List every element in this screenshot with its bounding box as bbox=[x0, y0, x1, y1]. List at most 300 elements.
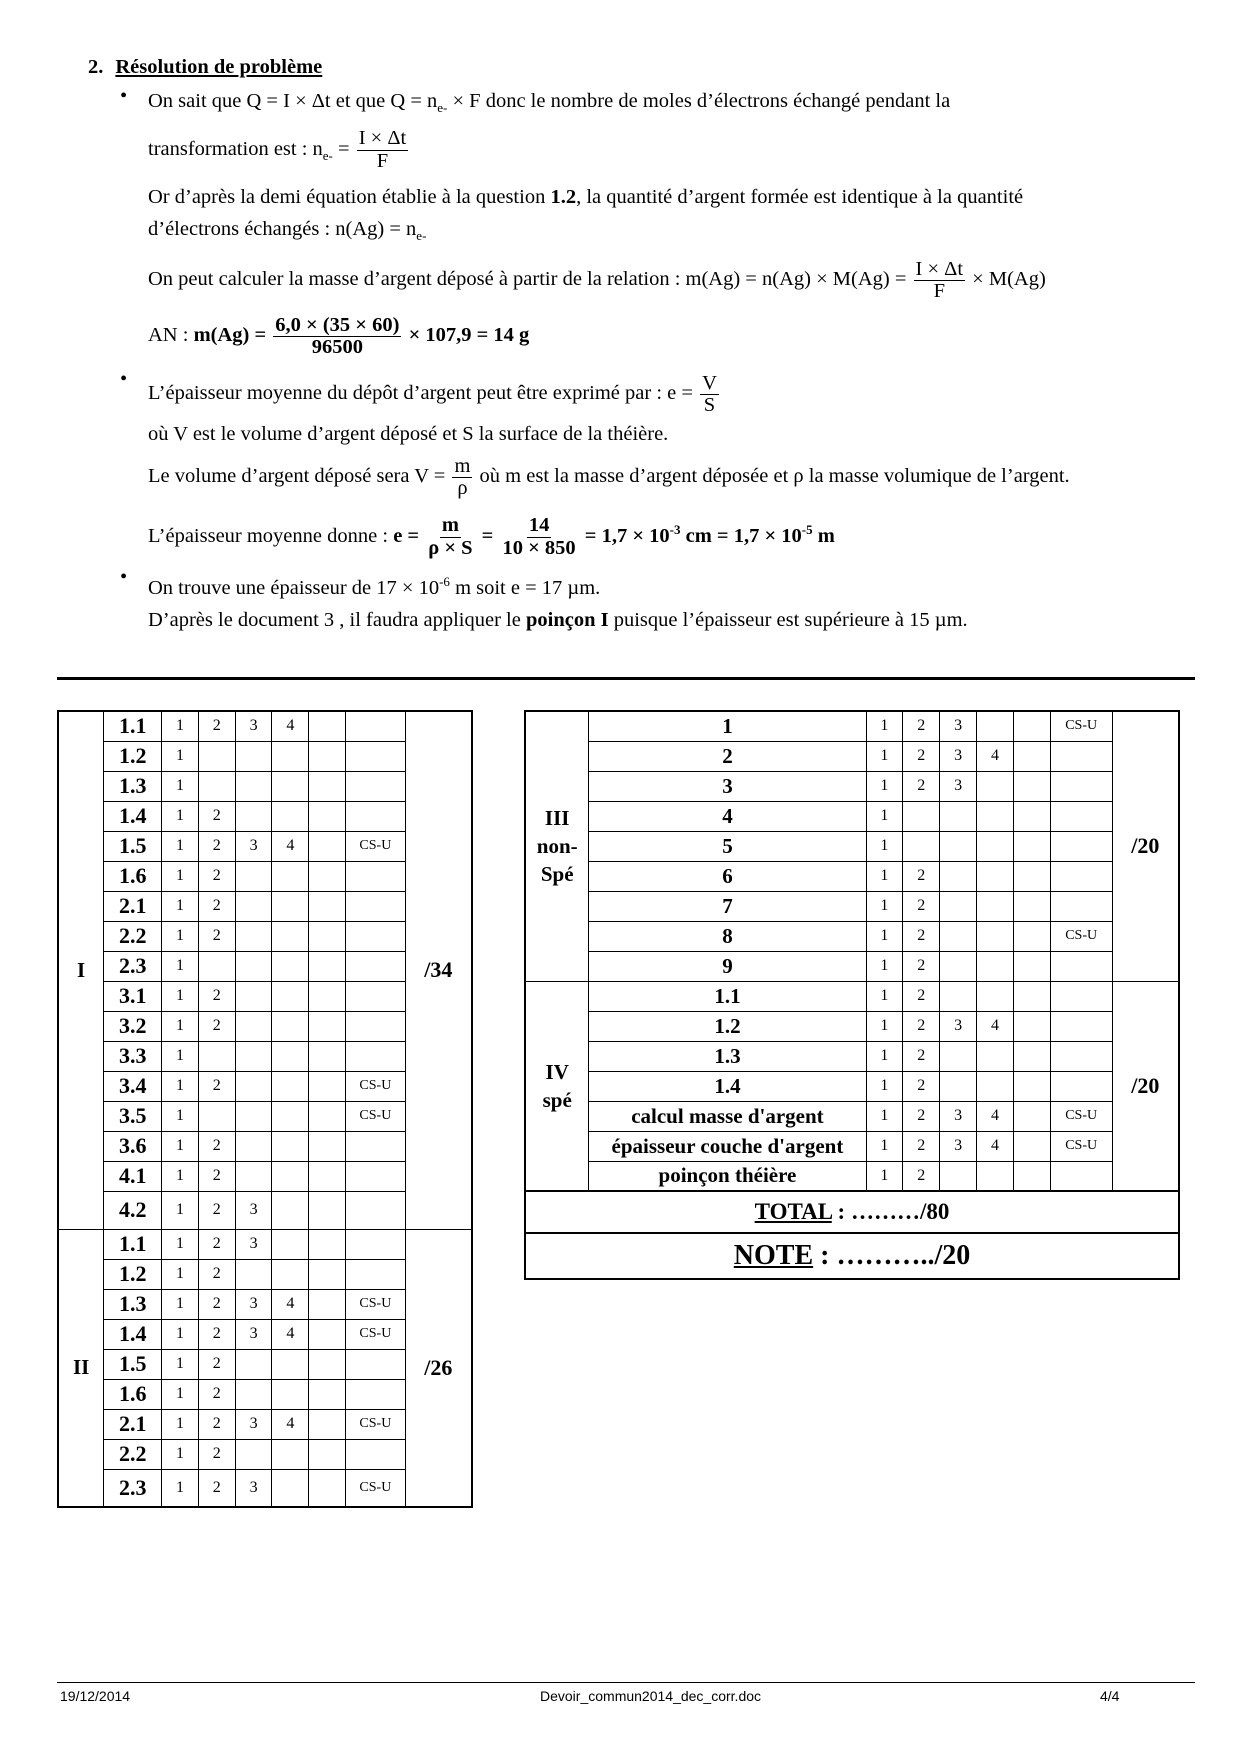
point-cell: 2 bbox=[198, 1439, 235, 1469]
question-id: 1 bbox=[589, 711, 866, 741]
point-cell: 2 bbox=[903, 921, 940, 951]
question-id: 1.2 bbox=[589, 1011, 866, 1041]
point-cell bbox=[235, 861, 272, 891]
fraction: $\frac{m}{\rho \times S}$ bbox=[428, 514, 473, 559]
point-cell: 3 bbox=[235, 1319, 272, 1349]
group-label: II bbox=[58, 1229, 104, 1507]
point-cell bbox=[940, 981, 977, 1011]
point-cell: 2 bbox=[198, 1259, 235, 1289]
point-cell bbox=[1013, 831, 1050, 861]
point-cell: 1 bbox=[866, 1131, 903, 1161]
point-cell bbox=[235, 1071, 272, 1101]
point-cell: 1 bbox=[866, 981, 903, 1011]
point-cell bbox=[1013, 891, 1050, 921]
point-cell: 1 bbox=[866, 1041, 903, 1071]
point-cell bbox=[235, 1439, 272, 1469]
point-cell bbox=[940, 831, 977, 861]
question-id: 1.6 bbox=[104, 861, 162, 891]
question-id: 3.3 bbox=[104, 1041, 162, 1071]
point-cell: 2 bbox=[198, 1379, 235, 1409]
point-cell bbox=[235, 921, 272, 951]
point-cell bbox=[309, 1439, 346, 1469]
question-id: 2.1 bbox=[104, 1409, 162, 1439]
point-cell bbox=[309, 711, 346, 741]
point-cell bbox=[977, 831, 1014, 861]
bullet-thickness bbox=[88, 368, 1198, 564]
fraction: $\frac{m}{\rho}$ bbox=[454, 454, 471, 500]
table-row bbox=[525, 1131, 1179, 1161]
point-cell: 1 bbox=[866, 1011, 903, 1041]
question-id: 1.3 bbox=[104, 771, 162, 801]
point-cell: 4 bbox=[272, 1319, 309, 1349]
point-cell: 1 bbox=[162, 951, 199, 981]
point-cell bbox=[235, 741, 272, 771]
note-row bbox=[525, 1233, 1179, 1279]
question-id: 7 bbox=[589, 891, 866, 921]
competence-cell bbox=[346, 1011, 406, 1041]
competence-cell bbox=[1050, 1161, 1112, 1191]
group-label-line: Spé bbox=[540, 862, 574, 887]
point-cell: 2 bbox=[198, 891, 235, 921]
competence-cell: CS-U bbox=[346, 1319, 406, 1349]
point-cell: 1 bbox=[162, 1041, 199, 1071]
point-cell: 2 bbox=[903, 1101, 940, 1131]
point-cell bbox=[272, 861, 309, 891]
competence-cell: CS-U bbox=[1050, 921, 1112, 951]
question-id: 1.3 bbox=[589, 1041, 866, 1071]
question-id: poinçon théière bbox=[589, 1161, 866, 1191]
point-cell: 3 bbox=[235, 1289, 272, 1319]
competence-cell bbox=[346, 1131, 406, 1161]
note-cell bbox=[525, 1233, 1179, 1279]
point-cell bbox=[309, 1289, 346, 1319]
point-cell bbox=[1013, 1041, 1050, 1071]
point-cell bbox=[235, 771, 272, 801]
question-id: 1.4 bbox=[104, 801, 162, 831]
point-cell bbox=[272, 1229, 309, 1259]
point-cell bbox=[309, 1131, 346, 1161]
text-line: • L’épaisseur moyenne du dépôt d’argent peut être exprimé par : e = $\frac{V}{S}$ bbox=[148, 371, 717, 417]
table-row bbox=[525, 921, 1179, 951]
point-cell: 1 bbox=[162, 1161, 199, 1191]
competence-cell bbox=[346, 1379, 406, 1409]
point-cell: 1 bbox=[162, 1349, 199, 1379]
point-cell: 1 bbox=[162, 1469, 199, 1507]
point-cell bbox=[977, 981, 1014, 1011]
note-value: : ………../20 bbox=[813, 1240, 971, 1271]
question-id: 1.6 bbox=[104, 1379, 162, 1409]
point-cell bbox=[235, 1131, 272, 1161]
point-cell: 2 bbox=[903, 741, 940, 771]
point-cell bbox=[272, 1469, 309, 1507]
table-row bbox=[525, 981, 1179, 1011]
point-cell: 2 bbox=[903, 1161, 940, 1191]
point-cell bbox=[1013, 1101, 1050, 1131]
footer-date: 19/12/2014 bbox=[60, 1688, 131, 1704]
table-row bbox=[525, 1101, 1179, 1131]
point-cell bbox=[977, 951, 1014, 981]
point-cell bbox=[235, 1101, 272, 1131]
point-cell: 3 bbox=[940, 1101, 977, 1131]
point-cell bbox=[940, 921, 977, 951]
point-cell bbox=[272, 741, 309, 771]
question-id: 6 bbox=[589, 861, 866, 891]
point-cell bbox=[272, 1439, 309, 1469]
table-row bbox=[525, 1161, 1179, 1191]
bullet-conclusion bbox=[88, 566, 1198, 636]
point-cell bbox=[198, 771, 235, 801]
footer-filename: Devoir_commun2014_dec_corr.doc bbox=[540, 1688, 762, 1704]
point-cell bbox=[309, 741, 346, 771]
point-cell: 2 bbox=[198, 1409, 235, 1439]
point-cell bbox=[309, 861, 346, 891]
point-cell: 1 bbox=[866, 951, 903, 981]
point-cell bbox=[309, 1349, 346, 1379]
point-cell: 1 bbox=[162, 801, 199, 831]
competence-cell bbox=[346, 741, 406, 771]
point-cell bbox=[940, 1041, 977, 1071]
table-row bbox=[525, 741, 1179, 771]
point-cell bbox=[309, 1259, 346, 1289]
point-cell: 3 bbox=[940, 1011, 977, 1041]
point-cell bbox=[1013, 1161, 1050, 1191]
point-cell: 1 bbox=[866, 801, 903, 831]
point-cell: 4 bbox=[977, 1011, 1014, 1041]
point-cell bbox=[272, 1349, 309, 1379]
fraction: $\frac{6,0 \times (35 \times 60)}{96500}$ bbox=[275, 313, 400, 359]
point-cell bbox=[272, 1041, 309, 1071]
point-cell: 1 bbox=[162, 1439, 199, 1469]
competence-cell: CS-U bbox=[1050, 1131, 1112, 1161]
question-id: calcul masse d'argent bbox=[589, 1101, 866, 1131]
point-cell bbox=[272, 891, 309, 921]
grading-table-right bbox=[524, 710, 1180, 1280]
competence-cell: CS-U bbox=[346, 1469, 406, 1507]
point-cell: 4 bbox=[272, 831, 309, 861]
point-cell bbox=[309, 801, 346, 831]
point-cell: 1 bbox=[866, 1071, 903, 1101]
fraction: $\frac{I \times \Delta t}{F}$ bbox=[358, 127, 407, 172]
text-line: d’électrons échangés : $n(Ag) = n_{e-}$ bbox=[148, 218, 427, 244]
point-cell: 1 bbox=[162, 1379, 199, 1409]
point-cell: 3 bbox=[235, 1229, 272, 1259]
point-cell: 1 bbox=[162, 1011, 199, 1041]
point-cell bbox=[272, 771, 309, 801]
point-cell bbox=[309, 981, 346, 1011]
point-cell bbox=[309, 1071, 346, 1101]
competence-cell bbox=[346, 801, 406, 831]
point-cell bbox=[235, 801, 272, 831]
point-cell: 2 bbox=[198, 1469, 235, 1507]
point-cell bbox=[1013, 981, 1050, 1011]
point-cell bbox=[977, 771, 1014, 801]
point-cell: 2 bbox=[198, 1349, 235, 1379]
point-cell: 3 bbox=[940, 741, 977, 771]
question-id: 2.2 bbox=[104, 921, 162, 951]
point-cell bbox=[309, 921, 346, 951]
total-row bbox=[525, 1191, 1179, 1233]
point-cell bbox=[977, 711, 1014, 741]
question-id: 1.1 bbox=[589, 981, 866, 1011]
point-cell: 2 bbox=[903, 951, 940, 981]
point-cell: 1 bbox=[162, 861, 199, 891]
competence-cell bbox=[1050, 861, 1112, 891]
point-cell: 1 bbox=[866, 741, 903, 771]
question-id: 1.5 bbox=[104, 831, 162, 861]
total-value: : ………/80 bbox=[831, 1199, 950, 1224]
point-cell bbox=[198, 741, 235, 771]
point-cell bbox=[235, 1349, 272, 1379]
text-line: Or d’après la demi équation établie à la question 1.2, la quantité d’argent formée est identique à la quantité bbox=[148, 186, 1024, 209]
point-cell: 1 bbox=[866, 831, 903, 861]
point-cell: 2 bbox=[198, 801, 235, 831]
point-cell bbox=[272, 1259, 309, 1289]
question-id: 1.3 bbox=[104, 1289, 162, 1319]
point-cell: 3 bbox=[940, 1131, 977, 1161]
point-cell: 2 bbox=[198, 1071, 235, 1101]
text-line: AN : m(Ag) = $\frac{6,0 \times (35 \times 60)}{96500}$ × 107,9 = 14 g bbox=[148, 313, 530, 359]
table-row bbox=[525, 801, 1179, 831]
point-cell bbox=[309, 891, 346, 921]
competence-cell: CS-U bbox=[346, 831, 406, 861]
group-label: I bbox=[58, 711, 104, 1229]
question-id: 1.4 bbox=[104, 1319, 162, 1349]
point-cell bbox=[235, 981, 272, 1011]
point-cell: 1 bbox=[162, 1229, 199, 1259]
point-cell bbox=[272, 921, 309, 951]
point-cell: 1 bbox=[162, 831, 199, 861]
point-cell bbox=[309, 1319, 346, 1349]
point-cell bbox=[309, 1469, 346, 1507]
point-cell: 1 bbox=[866, 891, 903, 921]
point-cell bbox=[977, 1041, 1014, 1071]
point-cell: 1 bbox=[162, 1289, 199, 1319]
point-cell: 2 bbox=[198, 981, 235, 1011]
note-label: NOTE bbox=[733, 1240, 814, 1271]
point-cell: 2 bbox=[903, 711, 940, 741]
competence-cell bbox=[346, 1259, 406, 1289]
competence-cell bbox=[1050, 771, 1112, 801]
competence-cell bbox=[1050, 891, 1112, 921]
point-cell bbox=[235, 1379, 272, 1409]
point-cell: 2 bbox=[903, 1011, 940, 1041]
point-cell: 1 bbox=[866, 1161, 903, 1191]
point-cell bbox=[903, 801, 940, 831]
point-cell: 4 bbox=[977, 1131, 1014, 1161]
point-cell bbox=[1013, 951, 1050, 981]
point-cell: 2 bbox=[198, 711, 235, 741]
competence-cell bbox=[1050, 1041, 1112, 1071]
point-cell: 4 bbox=[272, 711, 309, 741]
table-row bbox=[525, 831, 1179, 861]
group-label-line: IV bbox=[545, 1059, 569, 1084]
point-cell: 3 bbox=[235, 1469, 272, 1507]
group-total: /20 bbox=[1112, 981, 1179, 1191]
table-row bbox=[525, 1011, 1179, 1041]
point-cell bbox=[940, 801, 977, 831]
question-id: 9 bbox=[589, 951, 866, 981]
footer-rule bbox=[57, 1682, 1195, 1683]
point-cell: 2 bbox=[198, 1131, 235, 1161]
point-cell: 1 bbox=[162, 1131, 199, 1161]
point-cell: 2 bbox=[198, 861, 235, 891]
point-cell bbox=[272, 1011, 309, 1041]
point-cell: 2 bbox=[903, 1071, 940, 1101]
point-cell: 4 bbox=[272, 1289, 309, 1319]
question-id: 3.6 bbox=[104, 1131, 162, 1161]
competence-cell bbox=[1050, 801, 1112, 831]
text-line: • On trouve une épaisseur de $17 \times 10^{-6}$ m soit e = 17 µm. bbox=[148, 574, 601, 599]
question-id: 3.5 bbox=[104, 1101, 162, 1131]
competence-cell bbox=[1050, 831, 1112, 861]
question-id: 2.2 bbox=[104, 1439, 162, 1469]
point-cell: 1 bbox=[162, 1319, 199, 1349]
point-cell: 2 bbox=[198, 1191, 235, 1229]
question-id: 3.2 bbox=[104, 1011, 162, 1041]
grading-table-left bbox=[57, 710, 473, 1508]
point-cell: 1 bbox=[866, 771, 903, 801]
point-cell bbox=[272, 801, 309, 831]
question-id: 3.1 bbox=[104, 981, 162, 1011]
point-cell bbox=[272, 1161, 309, 1191]
point-cell bbox=[977, 891, 1014, 921]
separator bbox=[57, 677, 1195, 680]
point-cell: 2 bbox=[198, 1011, 235, 1041]
point-cell bbox=[235, 891, 272, 921]
group-label-line: non- bbox=[536, 834, 578, 859]
competence-cell bbox=[346, 1161, 406, 1191]
table-row bbox=[525, 1071, 1179, 1101]
competence-cell bbox=[346, 861, 406, 891]
question-id: 2.3 bbox=[104, 1469, 162, 1507]
point-cell bbox=[977, 801, 1014, 831]
point-cell: 3 bbox=[940, 711, 977, 741]
point-cell bbox=[272, 1071, 309, 1101]
text-line: Le volume d’argent déposé sera V = $\frac{m}{\rho}$ où m est la masse d’argent déposée et ρ la masse volumique de l’argent. bbox=[148, 454, 1070, 500]
point-cell: 1 bbox=[162, 741, 199, 771]
point-cell bbox=[272, 1191, 309, 1229]
competence-cell bbox=[346, 981, 406, 1011]
competence-cell bbox=[1050, 741, 1112, 771]
point-cell: 2 bbox=[198, 1289, 235, 1319]
point-cell bbox=[272, 1379, 309, 1409]
competence-cell bbox=[1050, 1011, 1112, 1041]
point-cell: 2 bbox=[198, 831, 235, 861]
point-cell bbox=[235, 951, 272, 981]
point-cell: 3 bbox=[235, 831, 272, 861]
bullet-charge bbox=[88, 85, 1198, 364]
question-id: 2.1 bbox=[104, 891, 162, 921]
point-cell bbox=[235, 1259, 272, 1289]
group-label-line: III bbox=[544, 806, 570, 831]
question-id: 1.1 bbox=[104, 1229, 162, 1259]
point-cell: 2 bbox=[198, 1319, 235, 1349]
question-id: 1.2 bbox=[104, 741, 162, 771]
table-row bbox=[58, 1229, 472, 1259]
total-cell bbox=[525, 1191, 1179, 1233]
point-cell bbox=[235, 1011, 272, 1041]
competence-cell bbox=[346, 891, 406, 921]
question-id: 1.2 bbox=[104, 1259, 162, 1289]
table-row bbox=[525, 771, 1179, 801]
point-cell bbox=[977, 861, 1014, 891]
point-cell bbox=[309, 1011, 346, 1041]
point-cell: 2 bbox=[903, 981, 940, 1011]
point-cell: 1 bbox=[162, 921, 199, 951]
point-cell: 4 bbox=[977, 741, 1014, 771]
question-id: 2.3 bbox=[104, 951, 162, 981]
point-cell bbox=[235, 1041, 272, 1071]
point-cell bbox=[272, 981, 309, 1011]
point-cell bbox=[940, 1161, 977, 1191]
fraction: $\frac{V}{S}$ bbox=[702, 371, 717, 417]
point-cell bbox=[309, 951, 346, 981]
text-line: où V est le volume d’argent déposé et S la surface de la théière. bbox=[148, 423, 669, 446]
table-row bbox=[525, 1041, 1179, 1071]
competence-cell bbox=[346, 1191, 406, 1229]
fraction: $\frac{I \times \Delta t}{F}$ bbox=[915, 257, 964, 303]
table-row bbox=[58, 711, 472, 741]
question-id: 8 bbox=[589, 921, 866, 951]
point-cell: 2 bbox=[903, 1041, 940, 1071]
competence-cell: CS-U bbox=[346, 1101, 406, 1131]
competence-cell bbox=[346, 1349, 406, 1379]
group-total: /20 bbox=[1112, 711, 1179, 981]
question-id: 1.4 bbox=[589, 1071, 866, 1101]
fraction: $\frac{14}{10 \times 850}$ bbox=[502, 514, 576, 559]
point-cell bbox=[309, 771, 346, 801]
point-cell bbox=[940, 1071, 977, 1101]
table-row bbox=[525, 861, 1179, 891]
point-cell: 1 bbox=[866, 861, 903, 891]
point-cell: 4 bbox=[272, 1409, 309, 1439]
point-cell bbox=[1013, 741, 1050, 771]
competence-cell: CS-U bbox=[1050, 1101, 1112, 1131]
point-cell bbox=[1013, 801, 1050, 831]
point-cell: 1 bbox=[162, 1191, 199, 1229]
point-cell: 1 bbox=[866, 921, 903, 951]
point-cell: 1 bbox=[162, 1071, 199, 1101]
point-cell: 1 bbox=[162, 1101, 199, 1131]
point-cell bbox=[309, 1041, 346, 1071]
text-line: D’après le document 3 , il faudra appliquer le poinçon I puisque l’épaisseur est supérieure à 15 µm. bbox=[148, 608, 968, 631]
competence-cell bbox=[1050, 1071, 1112, 1101]
point-cell bbox=[309, 831, 346, 861]
point-cell: 1 bbox=[162, 1409, 199, 1439]
point-cell bbox=[903, 831, 940, 861]
point-cell bbox=[1013, 711, 1050, 741]
section-title: 2. Résolution de problème bbox=[88, 56, 323, 78]
question-id: 4.2 bbox=[104, 1191, 162, 1229]
text-line: L’épaisseur moyenne donne : e = $\frac{m}{\rho \times S}$ = $\frac{14}{10 \times 850}$ = $1,7 \times 10^{-3}$ cm = $1,7 \times 10^{-5}$ m bbox=[148, 514, 835, 559]
group-total: /34 bbox=[405, 711, 472, 1229]
question-id: 3 bbox=[589, 771, 866, 801]
group-label bbox=[525, 981, 589, 1191]
competence-cell bbox=[346, 771, 406, 801]
point-cell bbox=[1013, 1011, 1050, 1041]
table-row bbox=[525, 711, 1179, 741]
table-row bbox=[525, 891, 1179, 921]
group-total: /26 bbox=[405, 1229, 472, 1507]
competence-cell bbox=[346, 1439, 406, 1469]
point-cell: 4 bbox=[977, 1101, 1014, 1131]
point-cell: 3 bbox=[235, 1191, 272, 1229]
point-cell bbox=[977, 1161, 1014, 1191]
competence-cell bbox=[1050, 951, 1112, 981]
point-cell bbox=[977, 1071, 1014, 1101]
group-label-line: spé bbox=[542, 1087, 572, 1112]
problem-resolution-section bbox=[88, 56, 1198, 636]
